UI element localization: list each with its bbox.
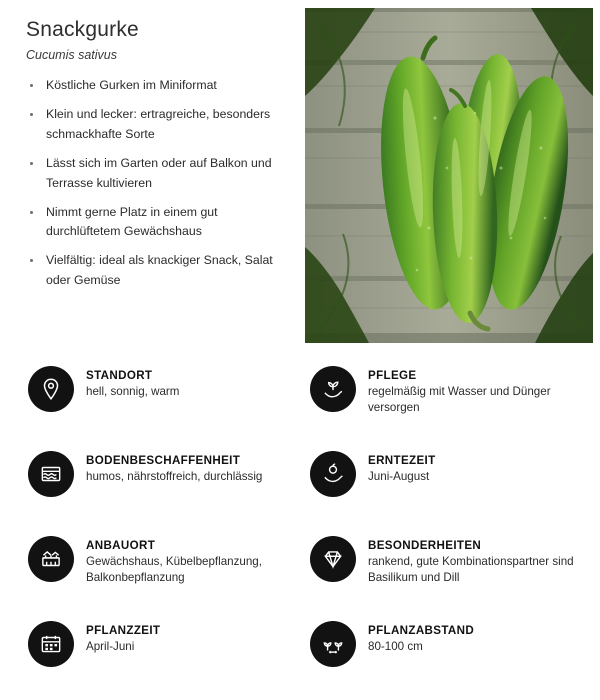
diamond-icon — [310, 536, 356, 582]
info-text — [368, 621, 474, 655]
location-pin-icon — [28, 366, 74, 412]
info-value: regelmäßig mit Wasser und Dünger versorgen — [368, 385, 551, 415]
info-label: ANBAUORT — [86, 539, 156, 552]
info-text — [86, 366, 179, 400]
info-label: BODENBESCHAFFENHEIT — [86, 454, 241, 467]
info-text — [86, 451, 262, 485]
info-value: humos, nährstoffreich, durchlässig — [86, 470, 263, 483]
greenhouse-pots-icon — [28, 536, 74, 582]
info-item-erntezeit — [300, 445, 600, 530]
info-text — [86, 621, 160, 655]
info-value: Gewächshaus, Kübelbepflanzung, Balkonbepflanzung — [86, 555, 262, 585]
info-item-anbauort — [0, 530, 300, 615]
list-item: Nimmt gerne Platz in einem gut durchlüftetem Gewächshaus — [26, 203, 282, 243]
cucumber-photo — [305, 8, 593, 343]
list-item: Köstliche Gurken im Miniformat — [26, 76, 282, 96]
soil-layers-icon — [28, 451, 74, 497]
info-item-bodenbeschaffenheit — [0, 445, 300, 530]
header-text — [0, 0, 300, 300]
info-value: April-Juni — [86, 640, 135, 653]
info-label: PFLANZZEIT — [86, 624, 161, 637]
watering-hand-plant-icon — [310, 366, 356, 412]
info-item-pflanzabstand — [300, 615, 600, 700]
info-label: PFLANZABSTAND — [368, 624, 475, 637]
info-label: BESONDERHEITEN — [368, 539, 482, 552]
info-value: Juni-August — [368, 470, 430, 483]
info-grid — [0, 360, 600, 700]
info-label: STANDORT — [86, 369, 153, 382]
list-item: Klein und lecker: ertragreiche, besonders schmackhafte Sorte — [26, 105, 282, 145]
info-value: hell, sonnig, warm — [86, 385, 180, 398]
feature-list — [26, 76, 282, 291]
list-item: Vielfältig: ideal als knackiger Snack, Salat oder Gemüse — [26, 251, 282, 291]
info-text — [368, 536, 596, 587]
info-label: PFLEGE — [368, 369, 417, 382]
harvest-hand-fruit-icon — [310, 451, 356, 497]
info-item-besonderheiten — [300, 530, 600, 615]
page-title: Snackgurke — [26, 18, 139, 41]
info-label: ERNTEZEIT — [368, 454, 436, 467]
info-text — [86, 536, 300, 587]
list-item: Lässt sich im Garten oder auf Balkon und Terrasse kultivieren — [26, 154, 282, 194]
info-value: 80-100 cm — [368, 640, 423, 653]
info-item-pflanzzeit — [0, 615, 300, 700]
info-text — [368, 366, 596, 417]
calendar-icon — [28, 621, 74, 667]
info-text — [368, 451, 436, 485]
info-value: rankend, gute Kombinationspartner sind Basilikum und Dill — [368, 555, 574, 585]
plant-spacing-icon — [310, 621, 356, 667]
info-item-pflege — [300, 360, 600, 445]
latin-name: Cucumis sativus — [26, 48, 117, 62]
info-item-standort — [0, 360, 300, 445]
